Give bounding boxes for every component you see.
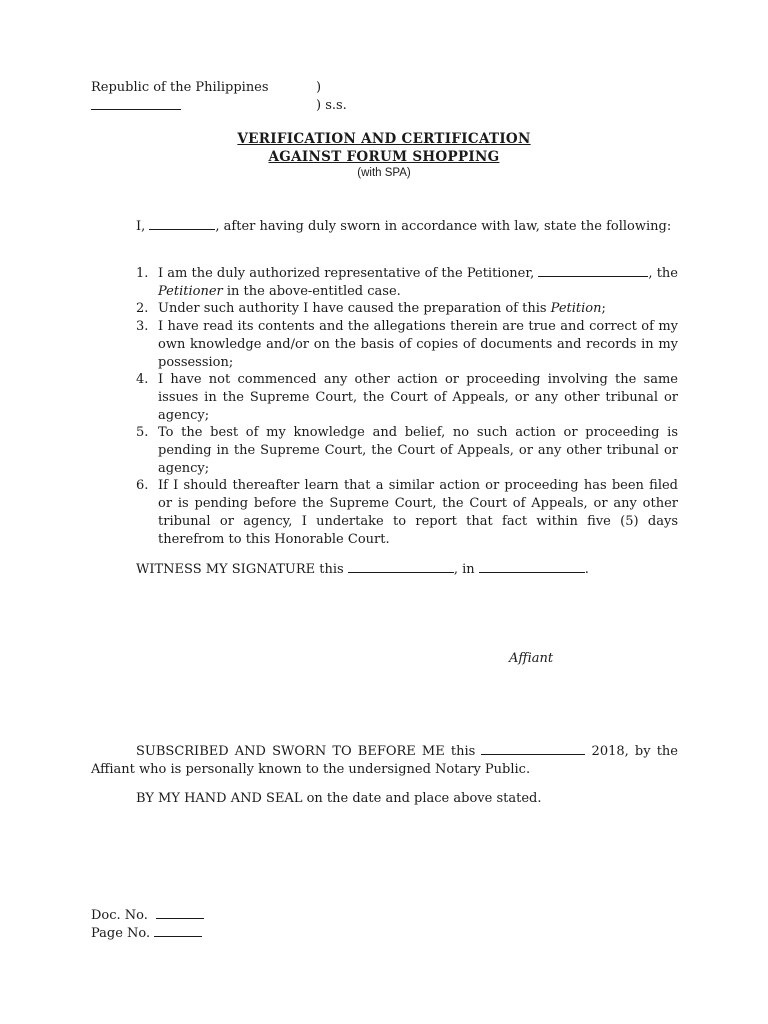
- seal-paragraph: BY MY HAND AND SEAL on the date and place above stated.: [136, 791, 542, 806]
- witness-mid: , in: [453, 562, 479, 577]
- witness-prefix: WITNESS MY SIGNATURE this: [136, 562, 348, 577]
- jurat-paragraph: [91, 743, 678, 778]
- title-line-2: AGAINST FORUM SHOPPING: [268, 149, 500, 165]
- doc-no-blank: [156, 907, 204, 919]
- page-no-line: [91, 925, 202, 943]
- item-text: ;: [601, 301, 606, 317]
- intro-suffix: , after having duly sworn in accordance with law, state the following:: [215, 219, 672, 234]
- title-line-1: VERIFICATION AND CERTIFICATION: [237, 131, 531, 147]
- item-number: 1.: [136, 266, 149, 281]
- name-blank: [149, 218, 215, 230]
- list-item: [136, 477, 678, 548]
- caption-paren: ): [316, 80, 322, 95]
- item-number: 5.: [136, 425, 149, 441]
- item-text: Under such authority I have caused the preparation of this: [158, 301, 551, 317]
- list-item: [136, 424, 678, 477]
- item-number: 2.: [136, 301, 149, 317]
- item-number: 3.: [136, 319, 149, 335]
- statements-list: [136, 265, 678, 548]
- venue-blank: [91, 97, 181, 110]
- jurat-date-blank: [481, 743, 585, 755]
- jurat-suffix: 2018, by the Affiant who is personally known to the undersigned Notary Public.: [91, 744, 678, 777]
- item-italic-text: Petitioner: [158, 283, 223, 299]
- place-blank: [479, 561, 585, 573]
- witness-end: .: [584, 562, 589, 577]
- date-blank: [348, 561, 454, 573]
- page-no-label: Page No.: [91, 926, 151, 941]
- item-text: , the: [648, 266, 678, 281]
- list-item: [136, 300, 678, 318]
- item-text: in the above-entitled case.: [222, 283, 401, 299]
- intro-paragraph: [91, 218, 678, 236]
- venue-caption-line2: [91, 97, 347, 116]
- item-text: If I should thereafter learn that a similar action or proceeding has been filed or is pending before the Supreme Court, the Court of Appeals, or any other tribunal or agency, I undertake to report that fact within five (5) days therefrom to this Honorable Court.: [158, 478, 678, 547]
- item-text: To the best of my knowledge and belief, no such action or proceeding is pending in the Supreme Court, the Court of Appeals, or any other tribunal or agency;: [158, 425, 678, 476]
- republic-label: Republic of the Philippines: [91, 80, 269, 95]
- doc-no-line: [91, 907, 204, 925]
- intro-prefix: I,: [136, 219, 150, 234]
- venue-caption-line1: [91, 79, 322, 97]
- item-italic-text: Petition: [550, 301, 602, 317]
- page-no-blank: [154, 925, 202, 937]
- item-number: 6.: [136, 478, 149, 494]
- item-text: I am the duly authorized representative of the Petitioner,: [158, 266, 539, 281]
- witness-line: [91, 561, 678, 579]
- doc-no-label: Doc. No.: [91, 908, 148, 923]
- list-item: [136, 265, 678, 300]
- item-text: I have read its contents and the allegations therein are true and correct of my own knowledge and/or on the basis of copies of documents and records in my possession;: [158, 319, 678, 370]
- item-text: I have not commenced any other action or proceeding involving the same issues in the Supreme Court, the Court of Appeals, or any other tribunal or agency;: [158, 372, 678, 423]
- document-title-block: [0, 130, 768, 180]
- jurat-prefix: SUBSCRIBED AND SWORN TO BEFORE ME this: [136, 744, 482, 759]
- petitioner-blank: [538, 265, 648, 277]
- list-item: [136, 371, 678, 424]
- title-subtitle: (with SPA): [357, 167, 411, 179]
- list-item: [136, 318, 678, 371]
- ss-label: ) s.s.: [316, 98, 347, 113]
- item-number: 4.: [136, 372, 149, 388]
- affiant-label: Affiant: [509, 651, 554, 666]
